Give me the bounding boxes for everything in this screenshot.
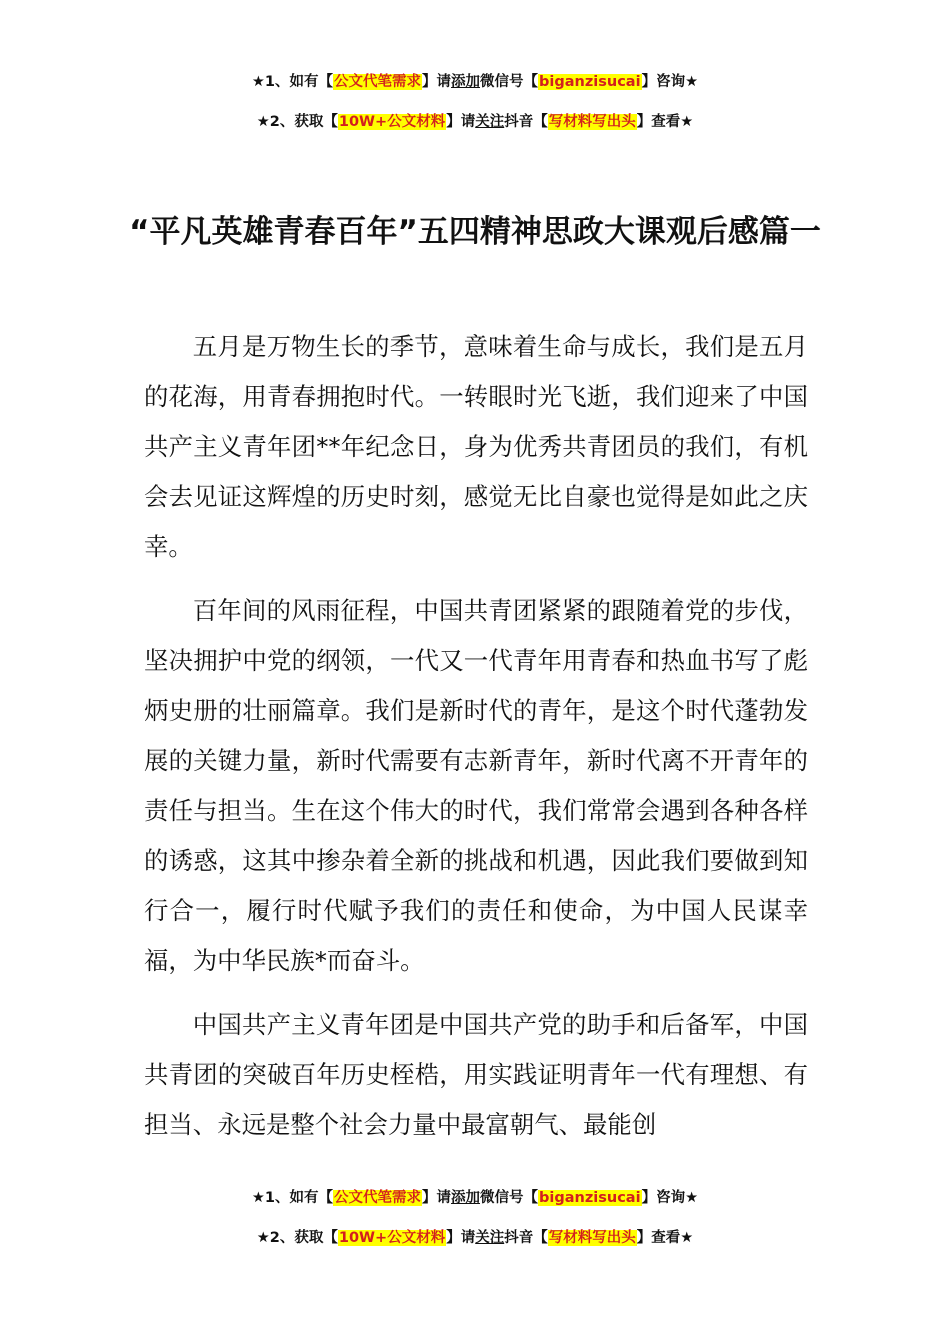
- highlight-douyin-account: 写材料写出头: [548, 114, 636, 130]
- banner-text: 】咨询★: [641, 74, 699, 90]
- banner-text: ★1、如有【: [251, 1190, 334, 1206]
- banner-text: ★2、获取【: [256, 1230, 338, 1246]
- banner-text: 】请: [446, 114, 476, 130]
- banner-line-2: [0, 111, 950, 133]
- highlight-service: 公文代笔需求: [334, 74, 422, 90]
- banner-line-2: [0, 1227, 950, 1249]
- underlined-text: 关注: [475, 1230, 505, 1246]
- banner-text: ★1、如有【: [251, 74, 334, 90]
- underlined-text: 关注: [475, 114, 505, 130]
- underlined-text: 添加: [451, 74, 481, 90]
- banner-text: 微信号【: [480, 1190, 539, 1206]
- document-body: [144, 322, 808, 1164]
- banner-text: 】请: [422, 1190, 452, 1206]
- highlight-materials: 10W+公文材料: [338, 1230, 446, 1246]
- paragraph: 中国共产主义青年团是中国共产党的助手和后备军，中国共青团的突破百年历史桎梏，用实践证明青年一代有理想、有担当、永远是整个社会力量中最富朝气、最能创: [144, 1010, 808, 1139]
- paragraph: 百年间的风雨征程，中国共青团紧紧的跟随着党的步伐，坚决拥护中党的纲领，一代又一代青年用青春和热血书写了彪炳史册的壮丽篇章。我们是新时代的青年，是这个时代蓬勃发展的关键力量，新时代需要有志新青年，新时代离不开青年的责任与担当。生在这个伟大的时代，我们常常会遇到各种各样的诱惑，这其中掺杂着全新的挑战和机遇，因此我们要做到知行合一，履行时代赋予我们的责任和使命，为中国人民谋幸福，为中华民族*而奋斗。: [144, 596, 808, 975]
- highlight-wechat-id: biganzisucai: [539, 1190, 641, 1206]
- header-banner: [0, 71, 950, 151]
- banner-text: 抖音【: [504, 114, 548, 130]
- banner-text: 】请: [422, 74, 452, 90]
- highlight-service: 公文代笔需求: [334, 1190, 422, 1206]
- highlight-douyin-account: 写材料写出头: [548, 1230, 636, 1246]
- footer-banner: [0, 1187, 950, 1267]
- banner-line-1: [0, 71, 950, 93]
- banner-text: 】查看★: [636, 114, 694, 130]
- banner-text: 微信号【: [480, 74, 539, 90]
- banner-text: 抖音【: [504, 1230, 548, 1246]
- underlined-text: 添加: [451, 1190, 481, 1206]
- banner-text: 】咨询★: [641, 1190, 699, 1206]
- highlight-materials: 10W+公文材料: [338, 114, 446, 130]
- banner-text: 】查看★: [636, 1230, 694, 1246]
- banner-line-1: [0, 1187, 950, 1209]
- highlight-wechat-id: biganzisucai: [539, 74, 641, 90]
- document-title: “平凡英雄青春百年”五四精神思政大课观后感篇一: [129, 213, 821, 250]
- banner-text: ★2、获取【: [256, 114, 338, 130]
- banner-text: 】请: [446, 1230, 476, 1246]
- paragraph: 五月是万物生长的季节，意味着生命与成长，我们是五月的花海，用青春拥抱时代。一转眼时光飞逝，我们迎来了中国共产主义青年团**年纪念日，身为优秀共青团员的我们，有机会去见证这辉煌的历史时刻，感觉无比自豪也觉得是如此之庆幸。: [144, 332, 808, 561]
